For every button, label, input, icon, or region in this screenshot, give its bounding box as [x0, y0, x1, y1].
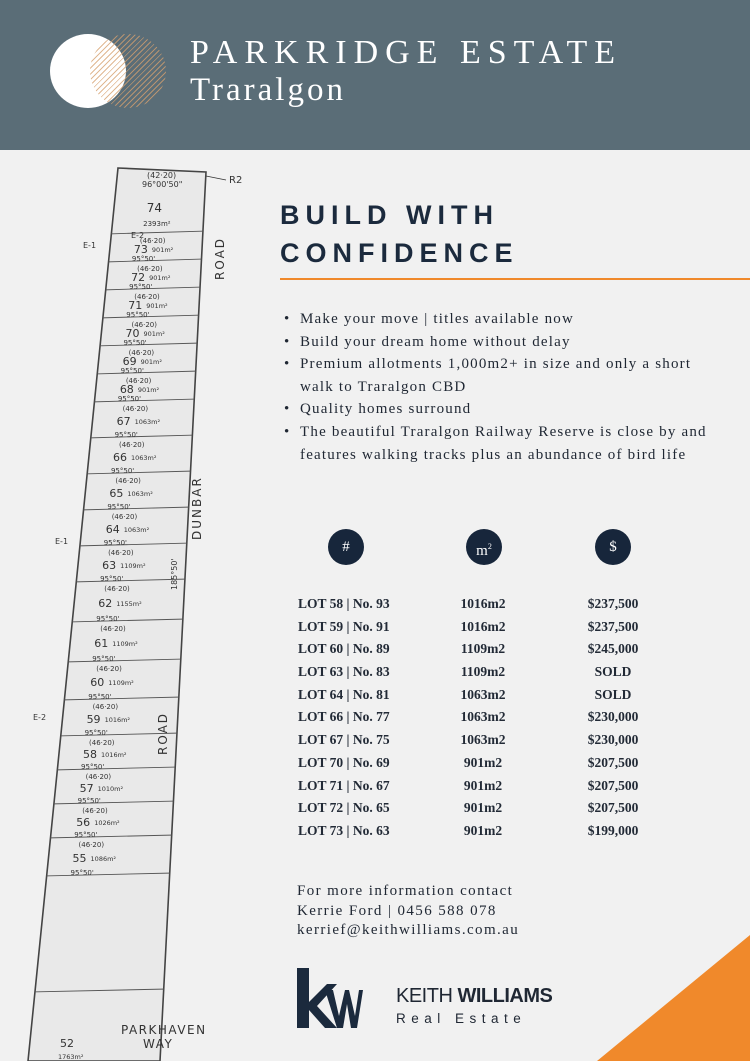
- plan-lot-number: 62: [98, 597, 113, 610]
- lot-price: $207,500: [587, 754, 639, 770]
- plan-lot-number: 55: [72, 852, 87, 865]
- plan-lot-number: 58: [83, 748, 98, 761]
- plan-lot-number: 61: [94, 637, 109, 650]
- lot-price-table: [298, 596, 678, 846]
- plan-lot-number: 66: [112, 451, 127, 464]
- plan-bearing: (46·20): [122, 405, 149, 413]
- lot-price: $207,500: [587, 800, 639, 816]
- contact-info: [297, 882, 519, 941]
- estate-title: PARKRIDGE ESTATE: [190, 34, 622, 71]
- plan-bearing: (46·20): [96, 665, 122, 673]
- plan-lot-number: 52: [60, 1037, 74, 1050]
- plan-bearing: (46·20): [104, 585, 130, 593]
- plan-lot-number: 72: [131, 271, 146, 284]
- lot-row: [298, 709, 678, 732]
- lot-size: 1016m2: [460, 618, 506, 634]
- plan-lot-area: 1763m²: [58, 1053, 84, 1061]
- easement-label-4: E-2: [33, 713, 47, 722]
- plan-lot-area: 901m²: [149, 274, 171, 282]
- lot-size: 901m2: [463, 800, 503, 816]
- road-label-r2: R2: [229, 175, 243, 186]
- plan-bearing: 95°50': [92, 655, 116, 663]
- plan-lot-number: 74: [146, 201, 163, 215]
- plan-lot-area: 901m²: [143, 330, 165, 338]
- plan-bearing: 95°50': [110, 467, 135, 475]
- lot-row: [298, 732, 678, 755]
- feature-item: • Make your move | titles available now: [282, 308, 712, 331]
- dollar-icon: $: [595, 529, 631, 565]
- headline-line-1: BUILD WITH: [280, 200, 499, 230]
- lot-number: LOT 70 | No. 69: [298, 754, 390, 770]
- street-label-parkhaven: PARKHAVEN: [121, 1023, 207, 1037]
- plan-lot-area: 1016m²: [104, 716, 131, 724]
- lot-row: [298, 619, 678, 642]
- kw-logo-icon: [297, 968, 363, 1030]
- plan-lot-area: 1010m²: [97, 785, 124, 793]
- feature-item: • Build your dream home without delay: [282, 331, 712, 354]
- plan-bearing: 95°50': [107, 503, 131, 511]
- plan-bearing: 95°50': [77, 797, 101, 805]
- road-dimension: 185°50': [170, 558, 179, 590]
- lot-price: $230,000: [587, 709, 639, 725]
- contact-email: kerrief@keithwilliams.com.au: [297, 922, 520, 938]
- feature-item: • The beautiful Traralgon Railway Reserve is close by and features walking tracks plus an abundance of bird life: [282, 421, 712, 466]
- headline-divider: [280, 278, 750, 280]
- plan-lot-area: 901m²: [146, 302, 168, 310]
- plan-bearing: (46·20): [131, 321, 157, 329]
- plan-bearing: 96°00'50": [142, 180, 183, 189]
- lot-size: 1016m2: [460, 596, 506, 611]
- lot-price: $237,500: [587, 618, 639, 634]
- road-label-dunbar: DUNBAR: [190, 476, 204, 540]
- lot-row: [298, 664, 678, 687]
- lot-size: 1063m2: [460, 732, 506, 748]
- lot-size: 901m2: [463, 754, 503, 770]
- plan-lot-number: 70: [125, 327, 140, 340]
- plan-bearing: (46·20): [78, 841, 105, 849]
- lot-number: LOT 73 | No. 63: [298, 822, 390, 838]
- plan-lot-area: 1109m²: [120, 562, 146, 570]
- plan-lot-area: 901m²: [137, 386, 160, 394]
- lot-number: LOT 60 | No. 89: [298, 641, 390, 657]
- lot-price: SOLD: [594, 686, 632, 702]
- lot-row: [298, 800, 678, 823]
- lot-row: [298, 687, 678, 710]
- plan-bearing: (46·20): [111, 513, 138, 521]
- plan-lot-number: 65: [109, 487, 124, 500]
- headline: [280, 196, 519, 272]
- feature-list: [282, 308, 712, 466]
- lot-number: LOT 66 | No. 77: [298, 709, 390, 725]
- plan-bearing: (46·20): [137, 265, 163, 273]
- easement-label-3: E-1: [55, 537, 69, 546]
- lot-number: LOT 64 | No. 81: [298, 686, 390, 702]
- plan-lot-area: 1109m²: [112, 640, 138, 648]
- plan-bearing: (46·20): [115, 477, 141, 485]
- lot-price: SOLD: [594, 664, 632, 680]
- lot-size: 901m2: [463, 777, 503, 793]
- road-label-2: ROAD: [156, 711, 170, 755]
- plan-lot-number: 69: [122, 355, 137, 368]
- plan-lot-area: 1155m²: [116, 600, 142, 608]
- plan-bearing: (46·20): [125, 377, 152, 385]
- contact-intro: For more information contact: [297, 883, 514, 899]
- lot-size: 1109m2: [460, 664, 506, 680]
- plan-bearing: 95°50': [70, 869, 94, 877]
- lot-number: LOT 63 | No. 83: [298, 664, 390, 680]
- plan-lot-area: 1063m²: [123, 526, 150, 534]
- plan-bearing: (46·20): [128, 349, 155, 357]
- plan-bearing: 95°50': [88, 693, 112, 701]
- plan-lot-number: 67: [116, 415, 131, 428]
- plan-bearing: 95°50': [81, 763, 105, 771]
- plan-bearing: (46·20): [134, 293, 160, 301]
- plan-bearing: 95°50': [123, 339, 147, 347]
- plan-lot-area: 1063m²: [130, 454, 157, 462]
- plan-bearing: 95°50': [129, 283, 153, 291]
- plan-bearing: (46·20): [100, 625, 126, 633]
- lot-row: [298, 778, 678, 801]
- plan-bearing: 95°50': [96, 615, 120, 623]
- plan-lot-area: 901m²: [140, 358, 163, 366]
- estate-subtitle: Traralgon: [190, 72, 346, 108]
- plan-bearing: (46·20): [118, 441, 145, 449]
- plan-bearing: 95°50': [120, 367, 144, 375]
- orange-corner-triangle: [597, 935, 750, 1061]
- plan-lot-number: 57: [79, 782, 94, 795]
- feature-item: • Quality homes surround: [282, 398, 712, 421]
- plan-bearing: 95°50': [103, 539, 127, 547]
- plan-lot-number: 71: [128, 299, 143, 312]
- lot-row: [298, 823, 678, 846]
- lot-price: $245,000: [587, 641, 639, 657]
- plan-bearing: (46·20): [92, 703, 119, 711]
- plan-lot-area: 1063m²: [134, 418, 161, 426]
- plan-lot-number: 56: [76, 816, 91, 829]
- street-label-way: WAY: [143, 1037, 174, 1051]
- road-label-1: ROAD: [213, 236, 227, 280]
- plan-bearing: (42·20): [147, 171, 177, 180]
- easement-label-1: E-1: [83, 241, 97, 250]
- lot-size: 1063m2: [460, 709, 506, 725]
- plan-bearing: 95°50': [100, 575, 124, 583]
- lot-row: [298, 641, 678, 664]
- plan-bearing: 95°50': [114, 431, 138, 439]
- lot-size: 901m2: [463, 822, 503, 838]
- plan-bearing: (46·20): [82, 807, 108, 815]
- plan-lot-area: 1026m²: [94, 819, 120, 827]
- plan-lot-number: 59: [86, 713, 101, 726]
- plan-bearing: 95°50': [131, 255, 156, 263]
- lot-number: LOT 67 | No. 75: [298, 732, 390, 748]
- area-icon: $m^2$: [466, 529, 502, 565]
- lot-price: $199,000: [587, 822, 639, 838]
- headline-line-2: CONFIDENCE: [280, 238, 519, 268]
- logo-hatched-circle-icon: [90, 34, 166, 108]
- plan-bearing: 95°50': [126, 311, 150, 319]
- lot-size: 1063m2: [460, 686, 506, 702]
- plan-bearing: (46·20): [85, 773, 112, 781]
- subdivision-plan: [0, 150, 265, 1061]
- brand-tagline: Real Estate: [396, 1011, 527, 1026]
- feature-item: • Premium allotments 1,000m2+ in size and only a short walk to Traralgon CBD: [282, 353, 712, 398]
- lot-price: $207,500: [587, 777, 639, 793]
- lot-size: 1109m2: [460, 641, 506, 657]
- contact-name-phone: Kerrie Ford | 0456 588 078: [297, 902, 497, 919]
- plan-lot-number: 73: [133, 243, 148, 256]
- header-banner: [0, 0, 750, 150]
- lot-number: LOT 58 | No. 93: [298, 596, 390, 611]
- lot-number: LOT 72 | No. 65: [298, 800, 390, 816]
- plan-lot-number: 64: [105, 523, 120, 536]
- plan-lot-area: 1086m²: [90, 855, 117, 863]
- plan-bearing: 95°50': [74, 831, 98, 839]
- plan-bearing: (46·20): [89, 739, 115, 747]
- plan-bearing: 95°50': [117, 395, 142, 403]
- plan-bearing: (46·20): [139, 237, 166, 245]
- lot-number: LOT 59 | No. 91: [298, 618, 390, 634]
- plan-bearing: 95°50': [84, 729, 108, 737]
- plan-lot-area: 1063m²: [127, 490, 153, 498]
- plan-lot-number: 60: [90, 676, 105, 689]
- lot-price: $237,500: [587, 596, 639, 611]
- plan-lot-area: 2393m²: [143, 220, 171, 228]
- lot-row: [298, 596, 678, 619]
- plan-lot-area: 901m²: [151, 246, 174, 254]
- lot-number: LOT 71 | No. 67: [298, 777, 390, 793]
- easement-label-2: E-2: [131, 231, 145, 240]
- brand-name: KEITH WILLIAMS: [396, 985, 553, 1007]
- hash-icon: #: [328, 529, 364, 565]
- plan-lot-number: 63: [102, 559, 117, 572]
- plan-lot-area: 1016m²: [101, 751, 127, 759]
- plan-lot-area: 1109m²: [108, 679, 134, 687]
- lot-row: [298, 755, 678, 778]
- lot-price: $230,000: [587, 732, 639, 748]
- plan-lot-number: 68: [119, 383, 134, 396]
- plan-bearing: (46·20): [108, 549, 134, 557]
